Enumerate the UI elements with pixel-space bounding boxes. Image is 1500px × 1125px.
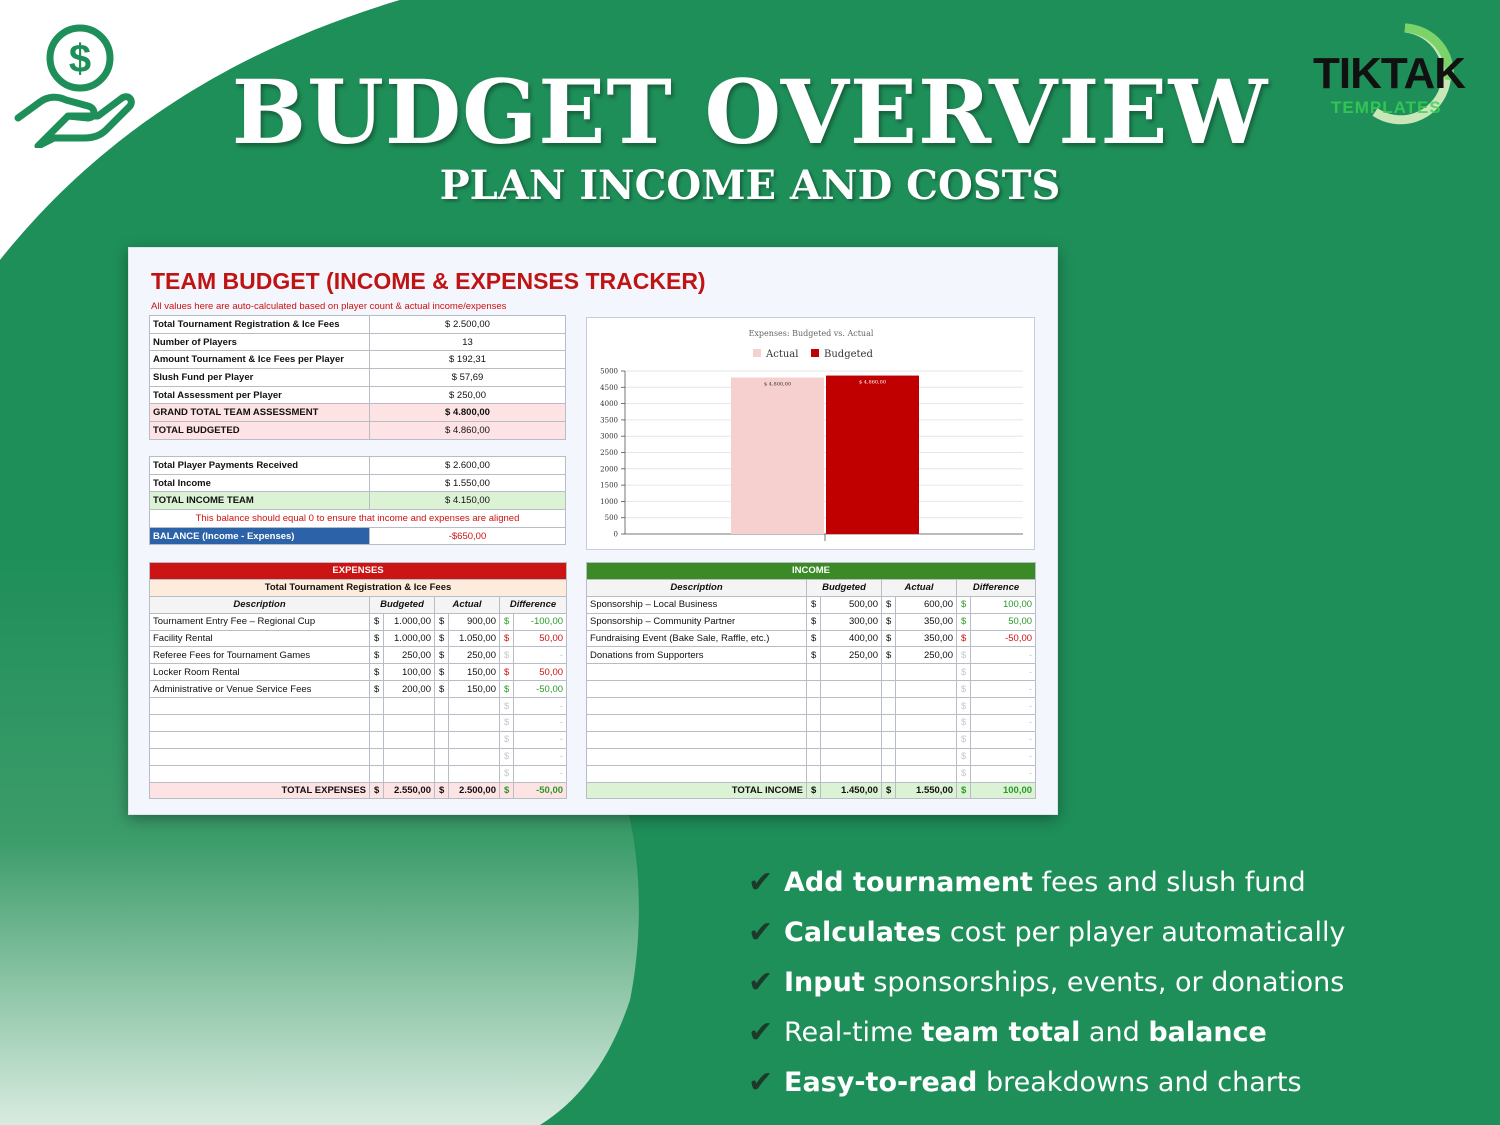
summary-row	[150, 404, 566, 422]
y-tick-label: 1000	[600, 497, 618, 506]
balance-row	[150, 527, 566, 545]
row-difference: -	[971, 647, 1036, 664]
empty-cell	[896, 765, 957, 782]
empty-cell	[150, 748, 370, 765]
total-expenses-diff: -50,00	[514, 782, 567, 799]
row-actual: 900,00	[449, 613, 500, 630]
empty-cell	[449, 715, 500, 732]
row-difference: 50,00	[514, 664, 567, 681]
empty-cell	[807, 664, 821, 681]
sheet-title: TEAM BUDGET (INCOME & EXPENSES TRACKER)	[151, 268, 706, 294]
feature-list	[748, 858, 1345, 1108]
row-actual: 150,00	[449, 664, 500, 681]
legend-label: Actual	[766, 349, 799, 360]
expenses-header: EXPENSES	[150, 563, 567, 580]
row-description: Facility Rental	[150, 630, 370, 647]
empty-cell	[821, 765, 882, 782]
empty-cell	[370, 731, 384, 748]
col-description: Description	[587, 579, 807, 596]
summary-row	[150, 333, 566, 351]
empty-cell	[384, 731, 435, 748]
table-row: Fundraising Event (Bake Sale, Raffle, etc.) $ 400,00 $ 350,00 $ -50,00	[587, 630, 1036, 647]
row-difference: -100,00	[514, 613, 567, 630]
y-tick-label: 500	[604, 514, 618, 523]
summary-label: TOTAL INCOME TEAM	[150, 492, 370, 510]
row-difference: 100,00	[971, 596, 1036, 613]
summary-label: Amount Tournament & Ice Fees per Player	[150, 351, 370, 369]
row-description: Locker Room Rental	[150, 664, 370, 681]
empty-cell	[435, 715, 449, 732]
expenses-subheader: Total Tournament Registration & Ice Fees	[150, 579, 567, 596]
bar-data-label: $ 4.800,00	[763, 381, 792, 388]
balance-label: BALANCE (Income - Expenses)	[150, 527, 370, 545]
empty-cell	[896, 698, 957, 715]
table-row: $ -	[150, 765, 567, 782]
row-difference: 50,00	[514, 630, 567, 647]
col-difference: Difference	[957, 579, 1036, 596]
total-expenses-label: TOTAL EXPENSES	[150, 782, 370, 799]
total-expenses-budgeted: 2.550,00	[384, 782, 435, 799]
empty-cell	[882, 748, 896, 765]
table-row: $ -	[587, 664, 1036, 681]
empty-cell	[882, 664, 896, 681]
summary-value: $ 57,69	[370, 369, 566, 387]
row-difference: -	[514, 715, 567, 732]
row-budgeted: 300,00	[821, 613, 882, 630]
legend-swatch	[811, 349, 819, 357]
row-description: Donations from Supporters	[587, 647, 807, 664]
empty-cell	[587, 748, 807, 765]
row-budgeted: 400,00	[821, 630, 882, 647]
feature-item: ✔ Easy-to-read breakdowns and charts	[748, 1065, 1302, 1100]
empty-cell	[587, 765, 807, 782]
row-difference: -50,00	[971, 630, 1036, 647]
row-budgeted: 100,00	[384, 664, 435, 681]
summary-value: $ 2.600,00	[370, 457, 566, 475]
row-actual: 350,00	[896, 630, 957, 647]
income-summary-row	[150, 474, 566, 492]
expenses-chart-svg	[587, 318, 1036, 551]
empty-cell	[882, 715, 896, 732]
expenses-chart	[586, 317, 1035, 550]
empty-cell	[435, 765, 449, 782]
check-icon: ✔	[748, 1065, 774, 1100]
empty-cell	[587, 698, 807, 715]
bar-budgeted	[826, 376, 919, 534]
brand-tagline: TEMPLATES	[1331, 98, 1442, 117]
table-row: $ -	[587, 748, 1036, 765]
summary-value: $ 1.550,00	[370, 474, 566, 492]
y-tick-label: 4000	[600, 400, 618, 409]
summary-label: Total Income	[150, 474, 370, 492]
col-budgeted: Budgeted	[807, 579, 882, 596]
summary-row	[150, 386, 566, 404]
empty-cell	[449, 731, 500, 748]
summary-value: $ 4.150,00	[370, 492, 566, 510]
table-row: Sponsorship – Local Business $ 500,00 $ 600,00 $ 100,00	[587, 596, 1036, 613]
empty-cell	[896, 681, 957, 698]
y-tick-label: 5000	[600, 367, 618, 376]
total-expenses-actual: 2.500,00	[449, 782, 500, 799]
empty-cell	[882, 681, 896, 698]
summary-label: Slush Fund per Player	[150, 369, 370, 387]
row-description: Referee Fees for Tournament Games	[150, 647, 370, 664]
balance-note: This balance should equal 0 to ensure that income and expenses are aligned	[150, 510, 566, 528]
legend-label: Budgeted	[824, 349, 873, 360]
empty-cell	[587, 664, 807, 681]
balance-note-row	[150, 510, 566, 528]
row-actual: 150,00	[449, 681, 500, 698]
feature-item: ✔ Real-time team total and balance	[748, 1015, 1267, 1050]
row-budgeted: 1.000,00	[384, 613, 435, 630]
chart-title: Expenses: Budgeted vs. Actual	[748, 329, 874, 338]
empty-cell	[150, 731, 370, 748]
col-difference: Difference	[500, 596, 567, 613]
table-row: $ -	[150, 748, 567, 765]
empty-cell	[370, 748, 384, 765]
table-row: Referee Fees for Tournament Games $ 250,00 $ 250,00 $ -	[150, 647, 567, 664]
empty-cell	[896, 748, 957, 765]
empty-cell	[370, 715, 384, 732]
bar-data-label: $ 4.860,00	[858, 379, 887, 386]
empty-cell	[821, 748, 882, 765]
row-description: Fundraising Event (Bake Sale, Raffle, etc.)	[587, 630, 807, 647]
y-tick-label: 2500	[600, 449, 618, 457]
empty-cell	[449, 765, 500, 782]
table-row: $ -	[150, 698, 567, 715]
col-budgeted: Budgeted	[370, 596, 435, 613]
check-icon: ✔	[748, 865, 774, 900]
table-row: $ -	[587, 765, 1036, 782]
summary-row	[150, 351, 566, 369]
check-icon: ✔	[748, 1015, 774, 1050]
empty-cell	[807, 681, 821, 698]
summary-value: $ 250,00	[370, 386, 566, 404]
row-description: Sponsorship – Community Partner	[587, 613, 807, 630]
empty-cell	[896, 715, 957, 732]
feature-item: ✔ Add tournament fees and slush fund	[748, 865, 1306, 900]
summary-value: $ 192,31	[370, 351, 566, 369]
table-row: Administrative or Venue Service Fees $ 200,00 $ 150,00 $ -50,00	[150, 681, 567, 698]
summary-table	[149, 315, 566, 440]
empty-cell	[882, 731, 896, 748]
summary-label: GRAND TOTAL TEAM ASSESSMENT	[150, 404, 370, 422]
total-income-label: TOTAL INCOME	[587, 782, 807, 799]
row-difference: -	[971, 681, 1036, 698]
row-difference: -50,00	[514, 681, 567, 698]
summary-label: TOTAL BUDGETED	[150, 422, 370, 440]
summary-row	[150, 422, 566, 440]
col-description: Description	[150, 596, 370, 613]
empty-cell	[449, 748, 500, 765]
empty-cell	[587, 681, 807, 698]
svg-text:$: $	[68, 37, 92, 81]
row-actual: 350,00	[896, 613, 957, 630]
row-difference: -	[514, 731, 567, 748]
page-title: BUDGET OVERVIEW	[231, 60, 1269, 164]
balance-value: -$650,00	[370, 527, 566, 545]
row-difference: -	[971, 664, 1036, 681]
row-difference: -	[514, 748, 567, 765]
row-budgeted: 250,00	[384, 647, 435, 664]
table-row: Locker Room Rental $ 100,00 $ 150,00 $ 50,00	[150, 664, 567, 681]
empty-cell	[896, 731, 957, 748]
empty-cell	[384, 765, 435, 782]
empty-cell	[150, 698, 370, 715]
y-tick-label: 0	[613, 530, 618, 539]
empty-cell	[435, 748, 449, 765]
income-summary-table	[149, 456, 566, 545]
y-tick-label: 3500	[600, 416, 618, 425]
income-table	[586, 562, 1036, 799]
row-difference: -	[514, 765, 567, 782]
income-header: INCOME	[587, 563, 1036, 580]
empty-cell	[384, 715, 435, 732]
y-tick-label: 1500	[600, 481, 618, 490]
summary-value: $ 2.500,00	[370, 316, 566, 334]
bar-actual	[731, 378, 824, 534]
income-summary-row	[150, 492, 566, 510]
row-budgeted: 250,00	[821, 647, 882, 664]
row-difference: -	[971, 765, 1036, 782]
total-income-diff: 100,00	[971, 782, 1036, 799]
summary-label: Total Player Payments Received	[150, 457, 370, 475]
row-difference: -	[971, 748, 1036, 765]
empty-cell	[435, 698, 449, 715]
y-tick-label: 3000	[600, 432, 618, 441]
empty-cell	[587, 731, 807, 748]
y-tick-label: 2000	[600, 465, 618, 474]
expenses-total-row: TOTAL EXPENSES $ 2.550,00 $ 2.500,00 $ -50,00	[150, 782, 567, 799]
table-row: Tournament Entry Fee – Regional Cup $ 1.000,00 $ 900,00 $ -100,00	[150, 613, 567, 630]
check-icon: ✔	[748, 915, 774, 950]
empty-cell	[882, 698, 896, 715]
empty-cell	[896, 664, 957, 681]
row-budgeted: 1.000,00	[384, 630, 435, 647]
row-actual: 250,00	[896, 647, 957, 664]
legend-swatch	[753, 349, 761, 357]
table-row: $ -	[587, 731, 1036, 748]
empty-cell	[370, 765, 384, 782]
empty-cell	[821, 664, 882, 681]
feature-item: ✔ Input sponsorships, events, or donations	[748, 965, 1345, 1000]
summary-value: $ 4.860,00	[370, 422, 566, 440]
empty-cell	[807, 731, 821, 748]
empty-cell	[587, 715, 807, 732]
row-description: Sponsorship – Local Business	[587, 596, 807, 613]
summary-label: Number of Players	[150, 333, 370, 351]
income-total-row: TOTAL INCOME $ 1.450,00 $ 1.550,00 $ 100,00	[587, 782, 1036, 799]
table-row: Donations from Supporters $ 250,00 $ 250,00 $ -	[587, 647, 1036, 664]
row-budgeted: 500,00	[821, 596, 882, 613]
empty-cell	[150, 765, 370, 782]
summary-label: Total Tournament Registration & Ice Fees	[150, 316, 370, 334]
row-difference: -	[514, 647, 567, 664]
sheet-note: All values here are auto-calculated based on player count & actual income/expenses	[151, 301, 507, 312]
total-income-actual: 1.550,00	[896, 782, 957, 799]
empty-cell	[807, 765, 821, 782]
row-difference: -	[514, 698, 567, 715]
table-row: $ -	[587, 681, 1036, 698]
check-icon: ✔	[748, 965, 774, 1000]
row-difference: -	[971, 698, 1036, 715]
row-budgeted: 200,00	[384, 681, 435, 698]
expenses-table	[149, 562, 567, 799]
empty-cell	[435, 731, 449, 748]
empty-cell	[821, 731, 882, 748]
empty-cell	[807, 748, 821, 765]
table-row: $ -	[150, 715, 567, 732]
y-tick-label: 4500	[600, 383, 618, 392]
spreadsheet-preview	[128, 247, 1058, 815]
summary-value: 13	[370, 333, 566, 351]
empty-cell	[821, 715, 882, 732]
row-actual: 600,00	[896, 596, 957, 613]
empty-cell	[150, 715, 370, 732]
empty-cell	[807, 698, 821, 715]
empty-cell	[882, 765, 896, 782]
summary-row	[150, 369, 566, 387]
empty-cell	[449, 698, 500, 715]
table-row: $ -	[587, 698, 1036, 715]
table-row: $ -	[150, 731, 567, 748]
summary-value: $ 4.800,00	[370, 404, 566, 422]
table-row: Sponsorship – Community Partner $ 300,00 $ 350,00 $ 50,00	[587, 613, 1036, 630]
table-row: $ -	[587, 715, 1036, 732]
row-description: Administrative or Venue Service Fees	[150, 681, 370, 698]
summary-label: Total Assessment per Player	[150, 386, 370, 404]
empty-cell	[807, 715, 821, 732]
empty-cell	[821, 681, 882, 698]
empty-cell	[821, 698, 882, 715]
row-actual: 250,00	[449, 647, 500, 664]
feature-item: ✔ Calculates cost per player automatically	[748, 915, 1346, 950]
col-actual: Actual	[435, 596, 500, 613]
empty-cell	[370, 698, 384, 715]
summary-row	[150, 316, 566, 334]
row-difference: 50,00	[971, 613, 1036, 630]
row-actual: 1.050,00	[449, 630, 500, 647]
empty-cell	[384, 698, 435, 715]
table-row: Facility Rental $ 1.000,00 $ 1.050,00 $ 50,00	[150, 630, 567, 647]
empty-cell	[384, 748, 435, 765]
income-summary-row	[150, 457, 566, 475]
total-income-budgeted: 1.450,00	[821, 782, 882, 799]
col-actual: Actual	[882, 579, 957, 596]
brand-name: TIKTAK	[1313, 49, 1466, 98]
page-subtitle: PLAN INCOME AND COSTS	[439, 162, 1061, 209]
row-difference: -	[971, 731, 1036, 748]
row-difference: -	[971, 715, 1036, 732]
row-description: Tournament Entry Fee – Regional Cup	[150, 613, 370, 630]
